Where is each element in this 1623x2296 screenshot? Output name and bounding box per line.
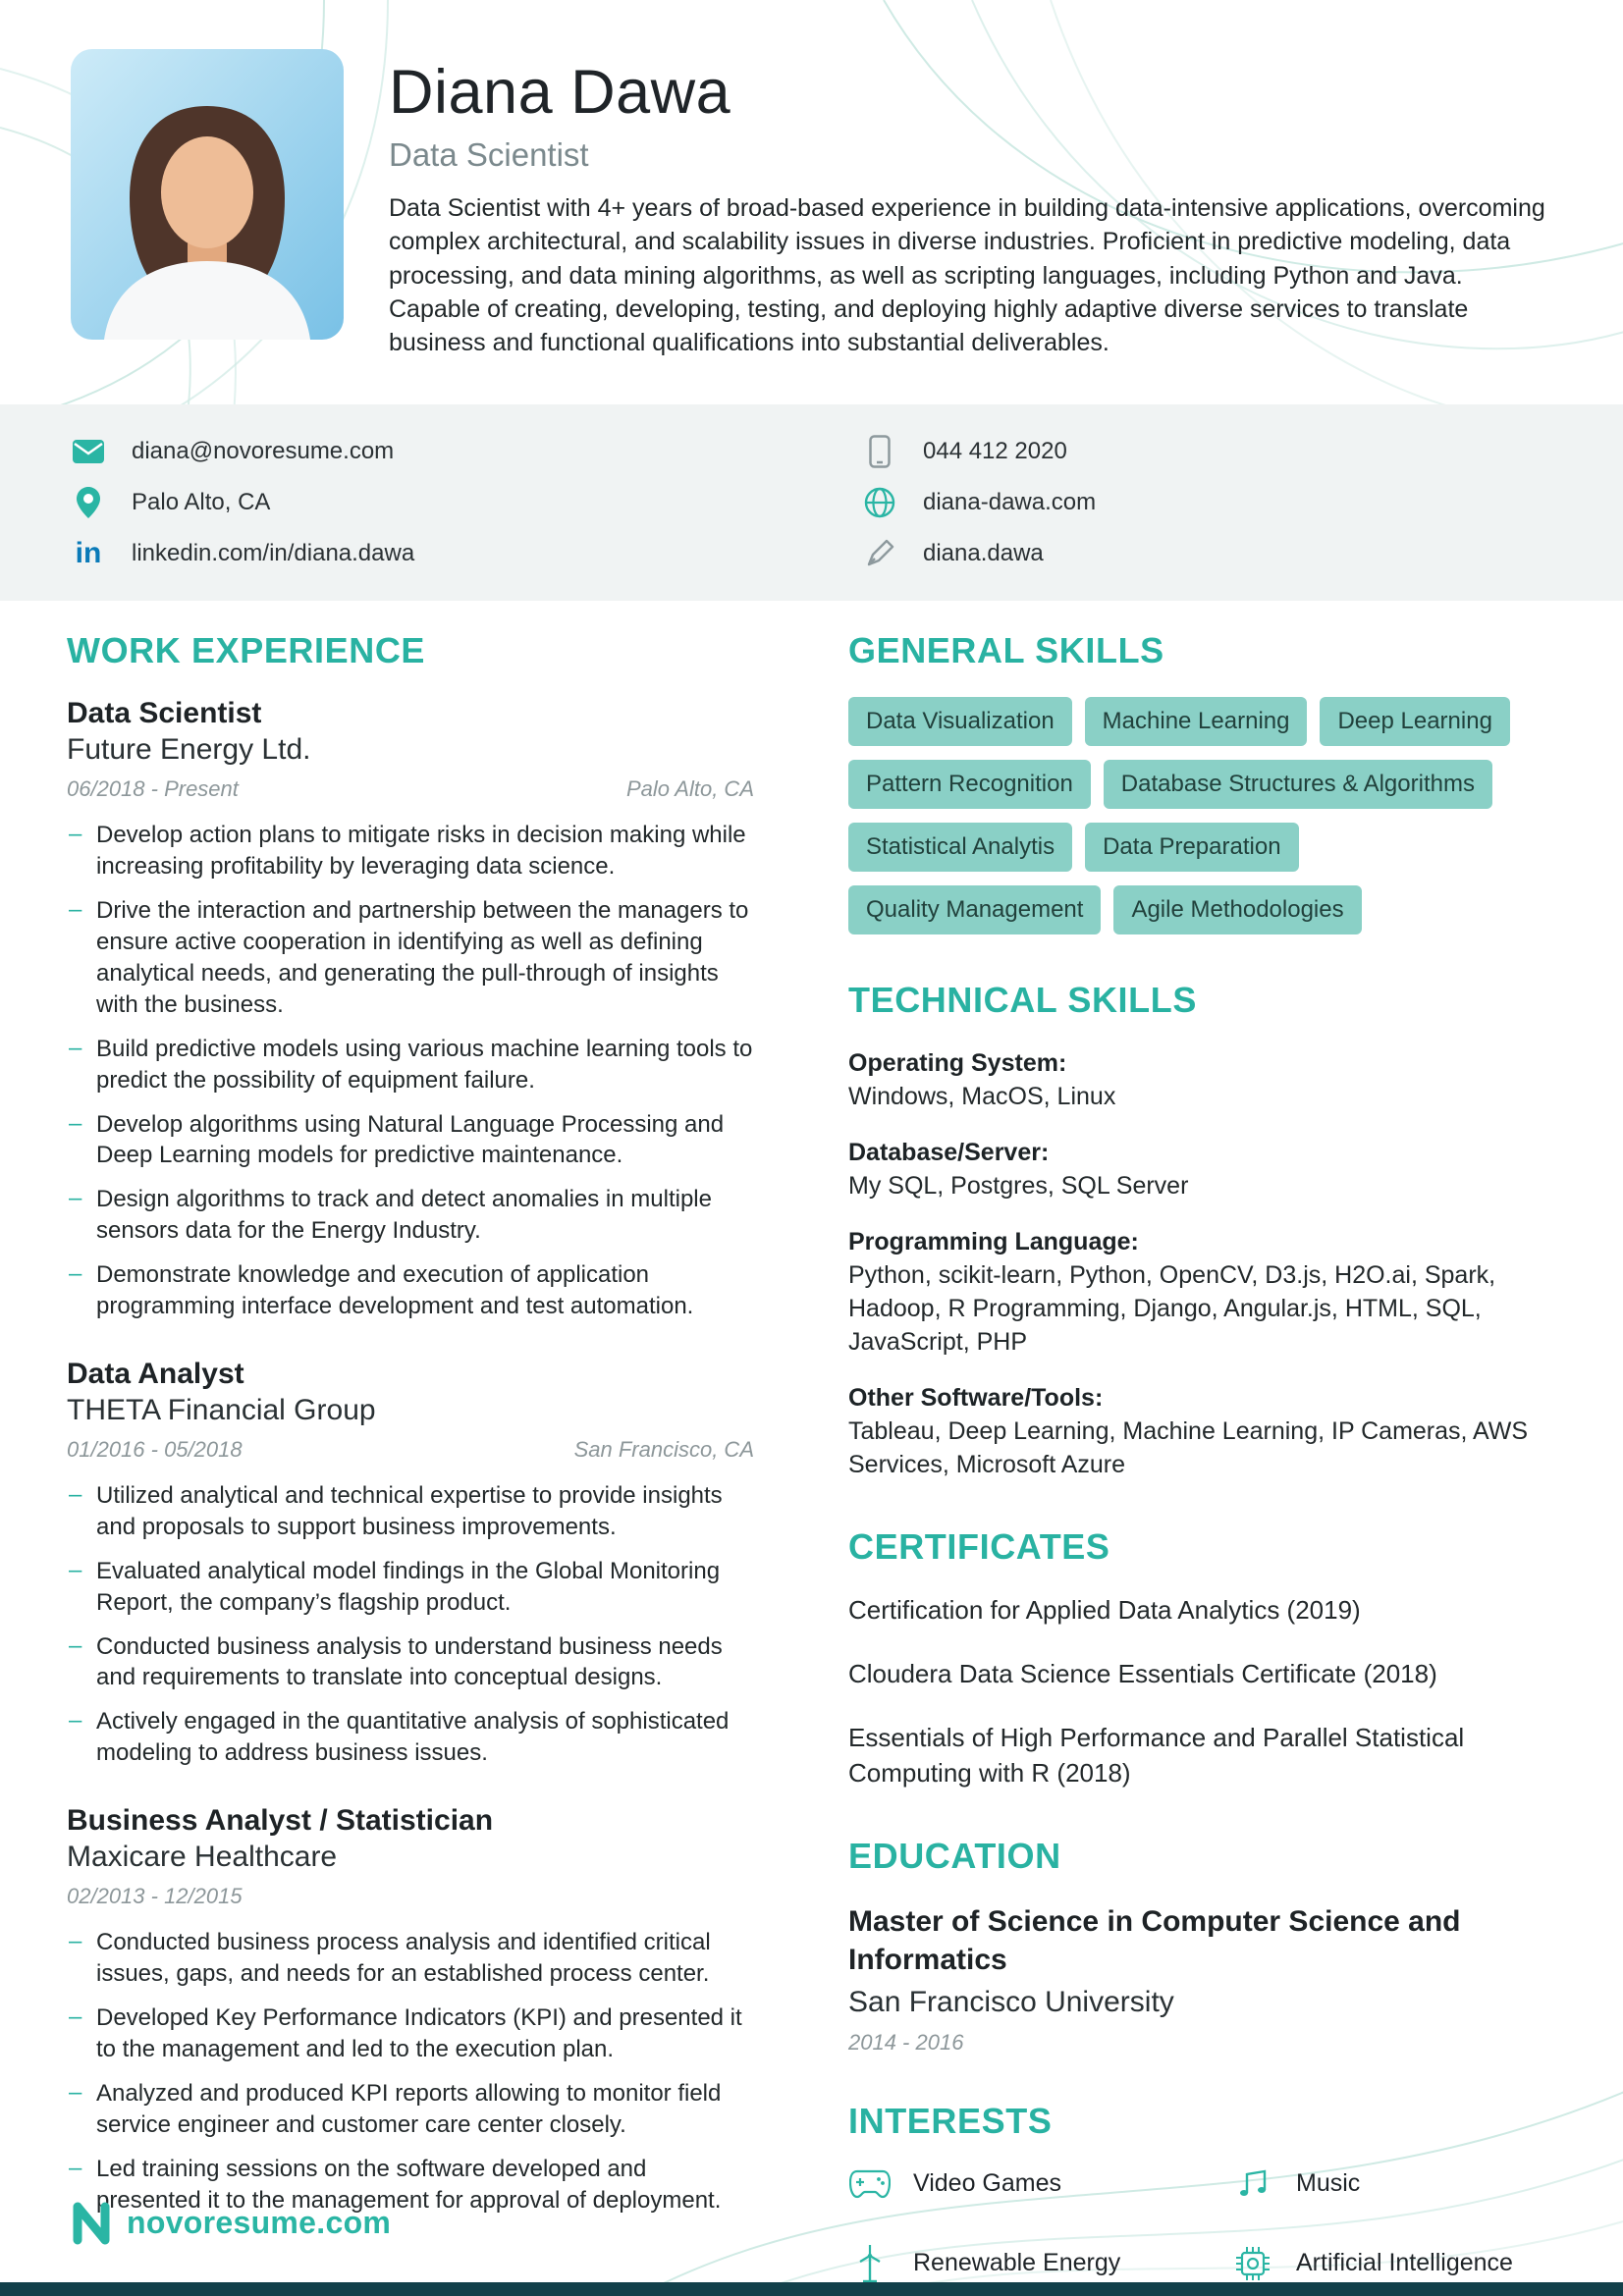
job-bullet: – Develop action plans to mitigate risks in decision making while increasing profitability by leveraging data science. <box>67 820 754 882</box>
technical-skill-group <box>848 1136 1554 1202</box>
technical-skill-group <box>848 1046 1554 1113</box>
job-company: Maxicare Healthcare <box>67 1841 338 1874</box>
certificates-section <box>848 1526 1554 1789</box>
wind-turbine-icon <box>848 2244 892 2283</box>
job-bullet: – Build predictive models using various machine learning tools to predict the possibility of equipment failure. <box>67 1034 754 1096</box>
certificate-item: Cloudera Data Science Essentials Certificate (2018) <box>848 1659 1437 1689</box>
certificates-heading: CERTIFICATES <box>848 1526 1110 1568</box>
profile-photo <box>71 49 344 340</box>
job-title: Data Scientist <box>67 697 262 730</box>
job-bullet: – Conducted business analysis to understand business needs and requirements to translate into conceptual designs. <box>67 1631 754 1694</box>
email-icon <box>71 440 106 463</box>
job-company: THETA Financial Group <box>67 1393 376 1426</box>
interest-item <box>848 2244 1231 2283</box>
job-bullet: – Evaluated analytical model findings in the Global Monitoring Report, the company’s flagship product. <box>67 1556 754 1619</box>
novoresume-logo[interactable] <box>69 2200 391 2245</box>
contact-phone <box>862 426 1584 477</box>
certificate-item: Essentials of High Performance and Parallel Statistical Computing with R (2018) <box>848 1723 1465 1788</box>
pen-icon <box>862 539 897 568</box>
work-experience-heading: WORK EXPERIENCE <box>67 630 426 671</box>
phone-value: 044 412 2020 <box>923 438 1067 465</box>
summary-text: Data Scientist with 4+ years of broad-based experience in building data-intensive applications, overcoming complex architectural, and scalability issues in diverse industries. Proficient in predictive modeling, data processing, and data mining algorithms, as well as scripting languages, including Python and Java. Capable of creating, developing, testing, and deploying highly adaptive diverse services to translate business and functional qualifications into substantial deliverables. <box>389 194 1545 356</box>
certificate-item: Certification for Applied Data Analytics (2019) <box>848 1595 1361 1626</box>
interest-label: Renewable Energy <box>913 2249 1121 2277</box>
technical-skill-label: Database/Server: <box>848 1139 1050 1167</box>
email-value[interactable]: diana@novoresume.com <box>132 438 395 465</box>
skill-tag: Quality Management <box>848 885 1101 934</box>
interests-grid <box>848 2167 1554 2283</box>
skill-tags <box>848 697 1554 934</box>
job-bullet: – Demonstrate knowledge and execution of application programming interface development and test automation. <box>67 1259 754 1322</box>
interests-section <box>848 2101 1554 2283</box>
interests-heading: INTERESTS <box>848 2100 1053 2141</box>
job-bullet: – Actively engaged in the quantitative analysis of sophisticated modeling to address business issues. <box>67 1706 754 1769</box>
job-title: Data Analyst <box>67 1357 244 1390</box>
job-bullet: – Drive the interaction and partnership between the managers to ensure active cooperation in identifying as well as defining analytical needs, and generating the pull-through of insights with the business. <box>67 895 754 1021</box>
job-bullet: – Developed Key Performance Indicators (KPI) and presented it to the management and led to the execution plan. <box>67 2002 754 2065</box>
technical-skill-value: My SQL, Postgres, SQL Server <box>848 1172 1189 1201</box>
header <box>0 0 1623 359</box>
general-skills-heading: GENERAL SKILLS <box>848 630 1164 671</box>
technical-skill-label: Other Software/Tools: <box>848 1384 1104 1413</box>
location-value: Palo Alto, CA <box>132 489 271 516</box>
education-school: San Francisco University <box>848 1985 1174 2018</box>
globe-icon <box>862 487 897 518</box>
interest-label: Video Games <box>913 2169 1062 2198</box>
ai-chip-icon <box>1231 2245 1274 2282</box>
contact-linkedin <box>71 528 862 579</box>
music-note-icon <box>1231 2167 1274 2201</box>
person-title: Data Scientist <box>389 136 589 173</box>
education-dates: 2014 - 2016 <box>848 2029 964 2055</box>
contact-column-right <box>862 426 1584 579</box>
education-section <box>848 1836 1554 2056</box>
right-column <box>848 630 1554 2282</box>
job-bullet: – Utilized analytical and technical expertise to provide insights and proposals to support business improvements. <box>67 1480 754 1543</box>
technical-skill-label: Programming Language: <box>848 1228 1139 1256</box>
skill-tag: Data Visualization <box>848 697 1072 746</box>
education-heading: EDUCATION <box>848 1835 1061 1876</box>
job-entry <box>67 1358 754 1769</box>
job-dates: 06/2018 - Present <box>67 776 239 802</box>
job-bullet: – Analyzed and produced KPI reports allowing to monitor field service engineer and customer care center closely. <box>67 2078 754 2141</box>
contact-email <box>71 426 862 477</box>
novoresume-n-icon <box>69 2200 114 2245</box>
job-bullet: – Develop algorithms using Natural Language Processing and Deep Learning models for predictive maintenance. <box>67 1109 754 1172</box>
main-content <box>0 601 1623 2282</box>
novoresume-wordmark: novoresume.com <box>127 2204 392 2240</box>
handle-value: diana.dawa <box>923 540 1044 567</box>
job-entry <box>67 1804 754 2216</box>
job-entry <box>67 697 754 1322</box>
job-bullet: – Led training sessions on the software developed and presented it to the management for approval of deployment. <box>67 2154 754 2216</box>
technical-skill-group <box>848 1381 1554 1481</box>
job-bullets <box>67 1480 754 1769</box>
skill-tag: Data Preparation <box>1085 823 1298 872</box>
education-degree: Master of Science in Computer Science and Informatics <box>848 1904 1461 1976</box>
website-value[interactable]: diana-dawa.com <box>923 489 1097 516</box>
location-pin-icon <box>71 487 106 518</box>
contact-location <box>71 477 862 528</box>
skill-tag: Pattern Recognition <box>848 760 1091 809</box>
game-controller-icon <box>848 2169 892 2199</box>
skill-tag: Agile Methodologies <box>1113 885 1361 934</box>
job-location: San Francisco, CA <box>573 1436 754 1462</box>
linkedin-value[interactable]: linkedin.com/in/diana.dawa <box>132 540 415 567</box>
technical-skill-value: Python, scikit-learn, Python, OpenCV, D3.js, H2O.ai, Spark, Hadoop, R Programming, Django, Angular.js, HTML, SQL, JavaScript, PHP <box>848 1261 1496 1357</box>
technical-skill-label: Operating System: <box>848 1049 1067 1078</box>
job-bullets <box>67 820 754 1322</box>
profile-photo-image <box>71 49 344 340</box>
technical-skills-section <box>848 980 1554 1481</box>
job-title: Business Analyst / Statistician <box>67 1804 494 1838</box>
left-column <box>67 630 754 2282</box>
technical-skill-group <box>848 1225 1554 1359</box>
job-company: Future Energy Ltd. <box>67 733 311 767</box>
person-name: Diana Dawa <box>389 58 731 127</box>
job-location: Palo Alto, CA <box>625 776 754 802</box>
technical-skills-heading: TECHNICAL SKILLS <box>848 980 1197 1021</box>
bottom-accent-bar <box>0 2282 1623 2296</box>
technical-skill-value: Windows, MacOS, Linux <box>848 1083 1116 1111</box>
linkedin-icon: in <box>75 537 102 570</box>
interest-item <box>1231 2167 1554 2201</box>
interest-item <box>1231 2244 1554 2283</box>
phone-icon <box>862 435 897 468</box>
contact-column-left <box>71 426 862 579</box>
contact-handle <box>862 528 1584 579</box>
skill-tag: Statistical Analytis <box>848 823 1072 872</box>
interest-item <box>848 2167 1231 2201</box>
job-bullets <box>67 1927 754 2216</box>
skill-tag: Database Structures & Algorithms <box>1104 760 1492 809</box>
skill-tag: Machine Learning <box>1085 697 1308 746</box>
interest-label: Artificial Intelligence <box>1296 2249 1513 2277</box>
job-bullet: – Design algorithms to track and detect anomalies in multiple sensors data for the Energy Industry. <box>67 1184 754 1247</box>
technical-skill-value: Tableau, Deep Learning, Machine Learning, IP Cameras, AWS Services, Microsoft Azure <box>848 1417 1529 1479</box>
interest-label: Music <box>1296 2169 1361 2198</box>
contact-website <box>862 477 1584 528</box>
skill-tag: Deep Learning <box>1320 697 1509 746</box>
job-bullet: – Conducted business process analysis and identified critical issues, gaps, and needs for an established process center. <box>67 1927 754 1990</box>
job-dates: 02/2013 - 12/2015 <box>67 1884 243 1909</box>
contact-bar <box>0 404 1623 601</box>
job-dates: 01/2016 - 05/2018 <box>67 1436 243 1462</box>
